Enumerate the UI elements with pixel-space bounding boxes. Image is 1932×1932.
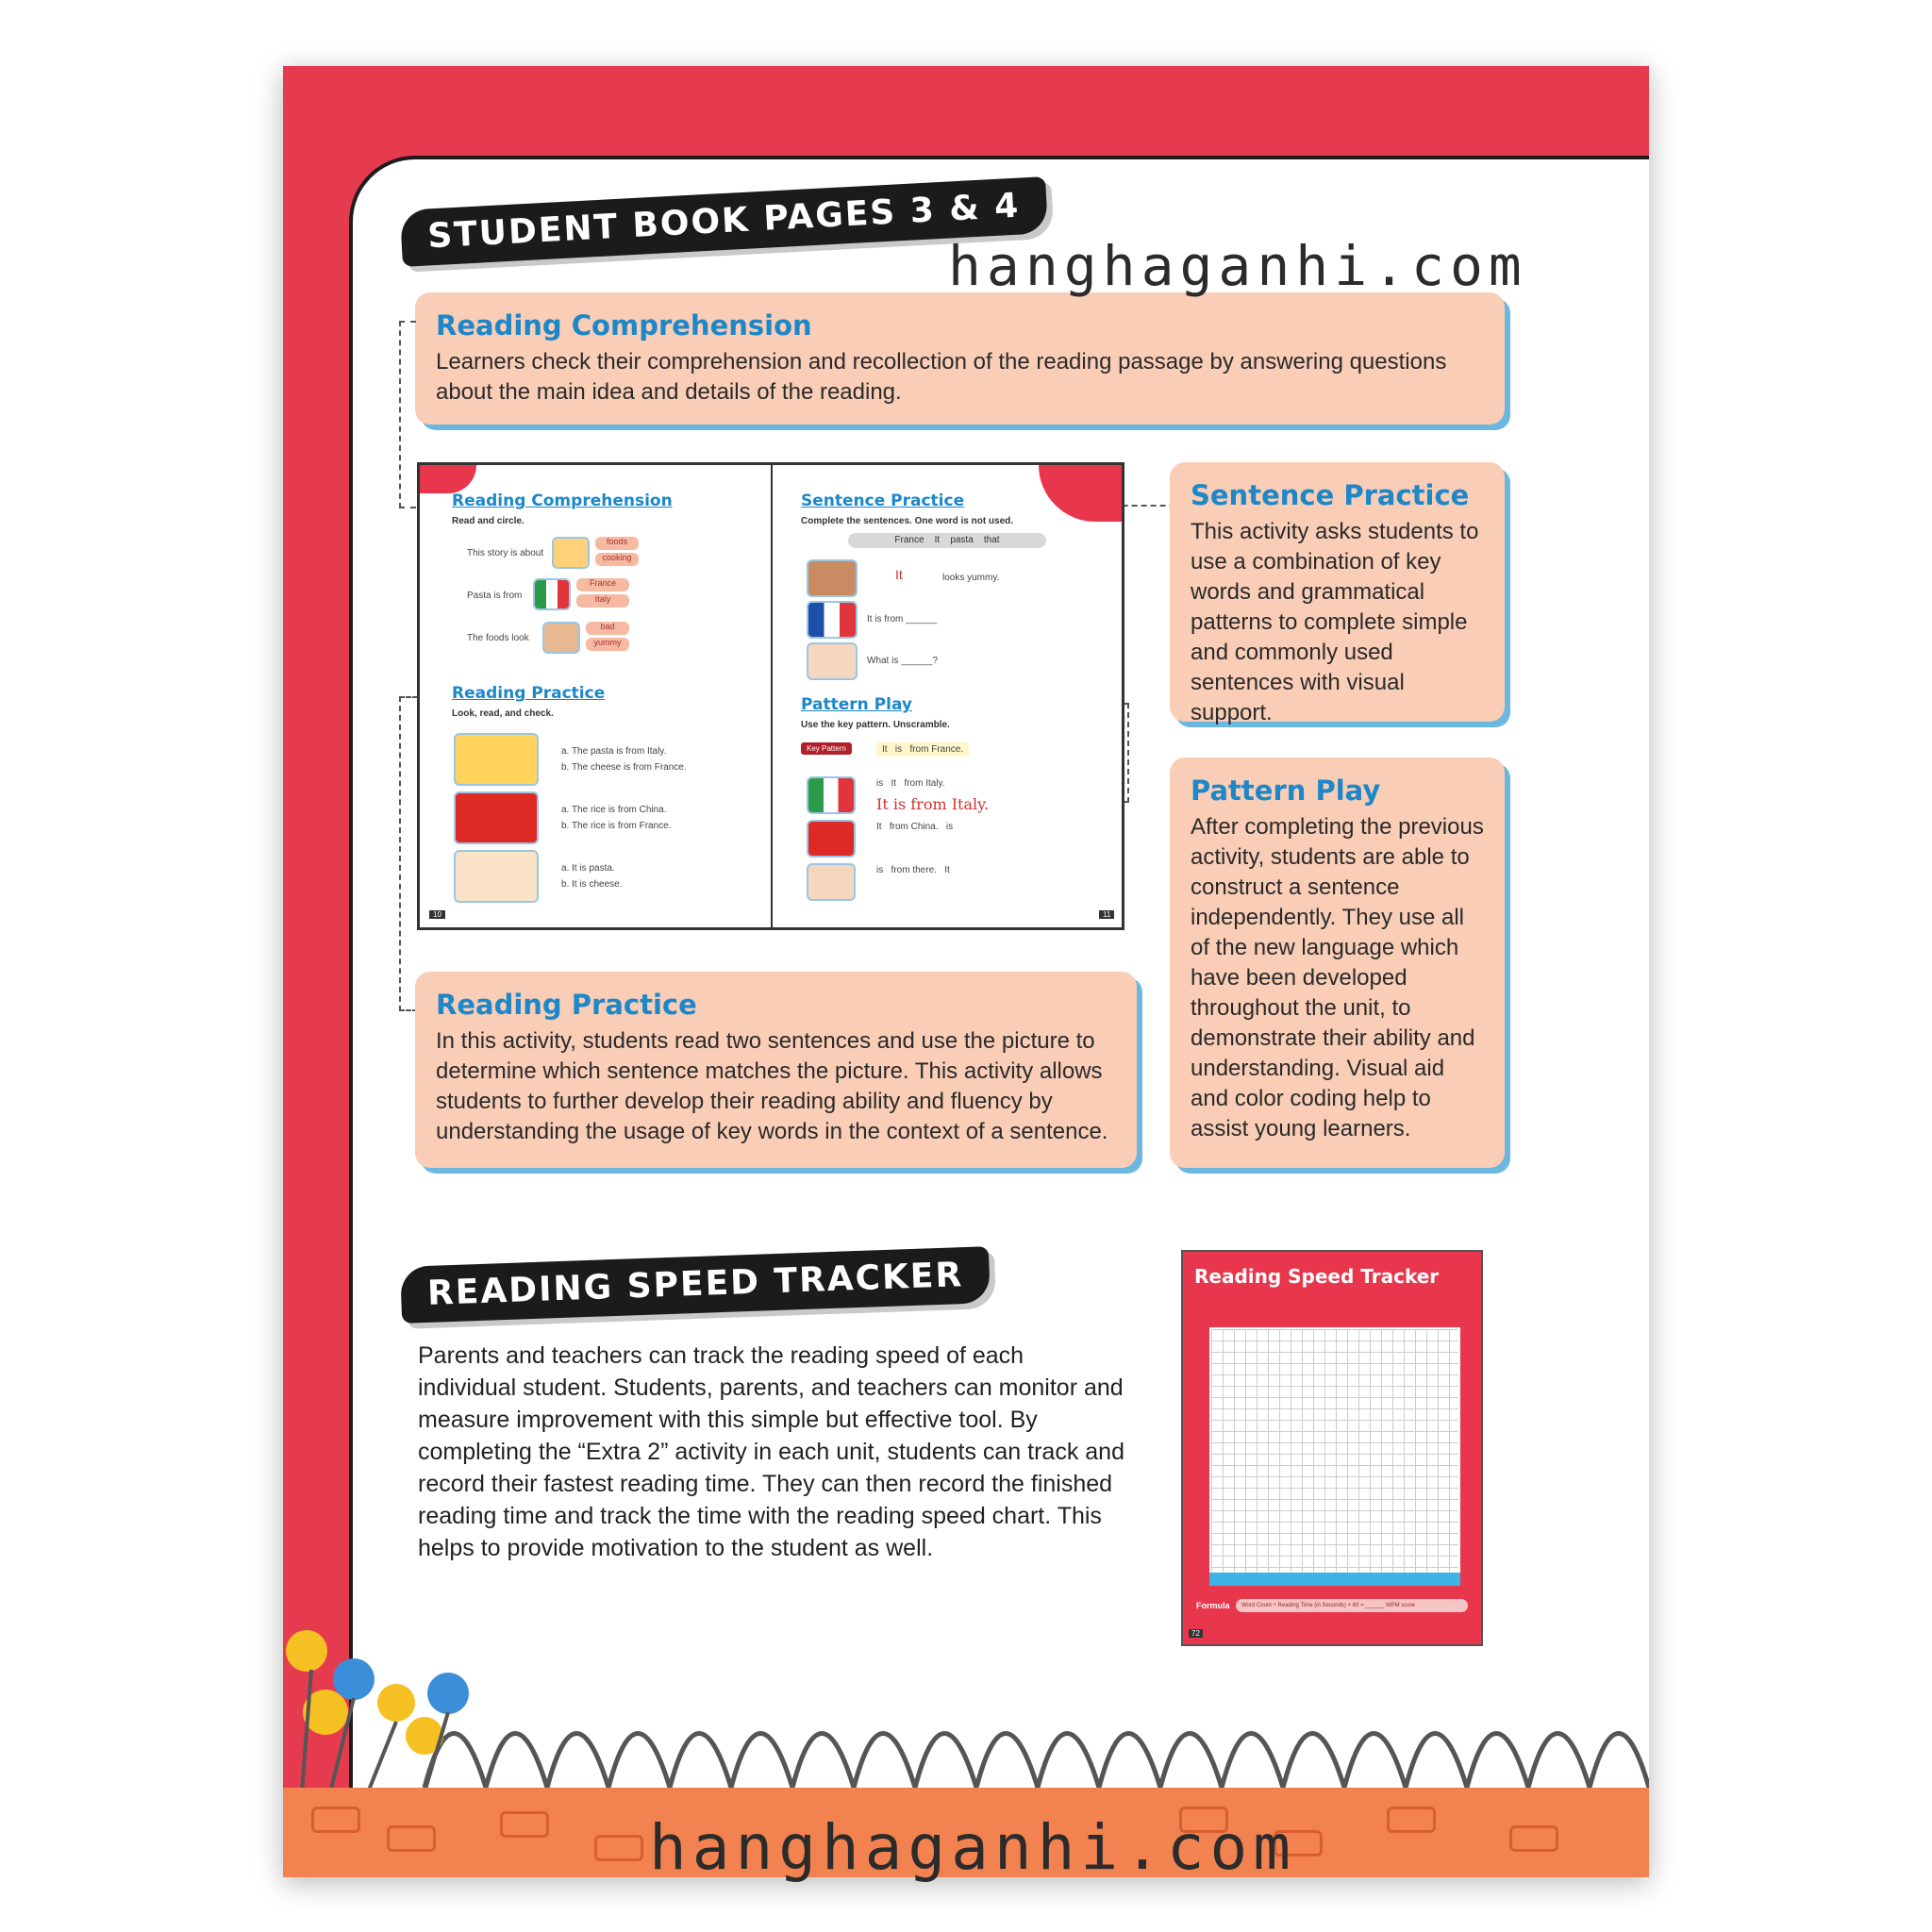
option-pill: bad bbox=[586, 622, 629, 635]
section-banner-student-book: STUDENT BOOK PAGES 3 & 4 bbox=[400, 176, 1048, 267]
option-pill: Italy bbox=[576, 594, 629, 608]
card-title: Pattern Play bbox=[1191, 774, 1381, 807]
option-pill: foods bbox=[595, 537, 639, 550]
key-pattern: It is from France. bbox=[876, 742, 969, 757]
card-sentence-practice bbox=[1170, 462, 1505, 725]
card-text: This activity asks students to use a combination of key words and grammatical patterns to complete simple and commonly used sentences with visual support. bbox=[1191, 519, 1479, 725]
tracker-grid bbox=[1209, 1327, 1460, 1576]
child-thumbnail bbox=[542, 622, 580, 654]
sp-sentence: looks yummy. bbox=[942, 573, 1000, 583]
china-flag-thumbnail bbox=[807, 820, 856, 858]
tracker-formula: Word Count ÷ Reading Time (in Seconds) × 60 = ______ WPM score bbox=[1236, 1599, 1468, 1612]
student-book-spread bbox=[417, 462, 1124, 930]
hand-thumbnail bbox=[807, 863, 856, 901]
pp-scramble: is from there. It bbox=[876, 865, 950, 875]
page-number: 10 bbox=[429, 910, 445, 919]
card-pattern-play bbox=[1170, 758, 1505, 1168]
rp-option-b: b. The cheese is from France. bbox=[561, 762, 687, 773]
pp-answer: It is from Italy. bbox=[876, 795, 990, 813]
rc-question-2: Pasta is from bbox=[467, 591, 523, 601]
tracker-bottom-bar bbox=[1209, 1573, 1460, 1586]
rc-question-1: This story is about bbox=[467, 548, 544, 558]
mini-instruction: Use the key pattern. Unscramble. bbox=[801, 720, 950, 730]
china-flag-picture bbox=[454, 791, 539, 844]
pp-scramble: It from China. is bbox=[876, 822, 954, 832]
flowers-decoration bbox=[283, 1613, 500, 1802]
page bbox=[283, 66, 1649, 1877]
hand-thumbnail bbox=[807, 642, 858, 680]
mini-instruction: Read and circle. bbox=[452, 516, 525, 526]
word-bank: France It pasta that bbox=[848, 533, 1046, 548]
tracker-title: Reading Speed Tracker bbox=[1194, 1265, 1440, 1288]
rc-question-3: The foods look bbox=[467, 633, 529, 643]
option-pill: yummy bbox=[586, 638, 629, 651]
watermark-top: hanghaganhi.com bbox=[948, 234, 1527, 298]
rp-option-a: a. The pasta is from Italy. bbox=[561, 746, 667, 757]
brick bbox=[500, 1811, 549, 1838]
card-text: After completing the previous activity, students are able to construct a sentence independently. They use all of the new language which have been developed throughout the unit, to demonstrate their ability and understanding. Visual aid and color coding help to assist young learners. bbox=[1191, 814, 1484, 1141]
mini-sentence-practice-title: Sentence Practice bbox=[801, 491, 965, 510]
card-title: Reading Practice bbox=[436, 989, 697, 1021]
tracker-formula-label: Formula bbox=[1196, 1601, 1230, 1610]
italy-flag-thumbnail bbox=[807, 776, 856, 814]
card-reading-practice bbox=[415, 972, 1137, 1168]
mini-reading-comprehension-title: Reading Comprehension bbox=[452, 491, 673, 510]
sp-sentence: It is from ______ bbox=[867, 614, 938, 625]
cheese-thumbnail bbox=[552, 537, 590, 569]
rp-option-a: a. The rice is from China. bbox=[561, 805, 667, 815]
connector-line bbox=[399, 321, 416, 508]
key-pattern-label: Key Pattern bbox=[801, 742, 852, 755]
card-text: Learners check their comprehension and recollection of the reading passage by answering questions about the main idea and details of the reading. bbox=[436, 349, 1447, 405]
pasta-picture bbox=[454, 850, 539, 903]
reading-speed-description: Parents and teachers can track the reading speed of each individual student. Students, parents, and teachers can monitor and measure improvement with this simple but effective tool. By completing the “Extra 2” activity in each unit, students can track and record their fastest reading time. They can then record the finished reading time and track the time with the reading speed chart. This helps to provide motivation to the student as well. bbox=[418, 1342, 1124, 1561]
card-title: Reading Comprehension bbox=[436, 309, 812, 341]
reading-speed-tracker-thumbnail bbox=[1181, 1250, 1483, 1646]
sp-sentence: What is ______? bbox=[867, 656, 939, 666]
rp-option-a: a. It is pasta. bbox=[561, 863, 615, 874]
rp-option-b: b. It is cheese. bbox=[561, 879, 623, 890]
connector-line bbox=[399, 696, 418, 1011]
mini-instruction: Look, read, and check. bbox=[452, 708, 554, 719]
italy-flag-thumbnail bbox=[533, 578, 571, 610]
spread-right-page bbox=[773, 465, 1124, 927]
france-flag-thumbnail bbox=[807, 601, 858, 639]
corner-decoration bbox=[420, 465, 476, 493]
pp-scramble: is It from Italy. bbox=[876, 778, 945, 789]
watermark-bottom: hanghaganhi.com bbox=[649, 1811, 1297, 1884]
rp-option-b: b. The rice is from France. bbox=[561, 821, 672, 831]
mini-instruction: Complete the sentences. One word is not used. bbox=[801, 516, 1014, 526]
card-reading-comprehension bbox=[415, 292, 1505, 425]
sp-answer: It bbox=[895, 567, 903, 582]
mini-reading-practice-title: Reading Practice bbox=[452, 684, 606, 703]
option-pill: cooking bbox=[595, 553, 639, 566]
spread-left-page bbox=[420, 465, 773, 927]
page-number: 11 bbox=[1099, 910, 1114, 919]
option-pill: France bbox=[576, 578, 629, 591]
section-banner-reading-speed-tracker: READING SPEED TRACKER bbox=[400, 1246, 991, 1324]
card-text: In this activity, students read two sentences and use the picture to determine which sentence matches the picture. This activity allows students to further develop their reading ability and fluency by understanding the usage of key words in the context of a sentence. bbox=[436, 1028, 1108, 1144]
card-title: Sentence Practice bbox=[1191, 479, 1470, 511]
boy-thumbnail bbox=[807, 559, 858, 597]
cheese-picture bbox=[454, 733, 539, 786]
brick bbox=[594, 1835, 643, 1861]
brick bbox=[387, 1825, 436, 1852]
brick bbox=[311, 1807, 360, 1833]
corner-decoration bbox=[1039, 465, 1124, 522]
mini-pattern-play-title: Pattern Play bbox=[801, 695, 912, 714]
tracker-page-number: 72 bbox=[1189, 1629, 1203, 1638]
brick bbox=[1509, 1825, 1558, 1852]
brick bbox=[1387, 1807, 1436, 1833]
